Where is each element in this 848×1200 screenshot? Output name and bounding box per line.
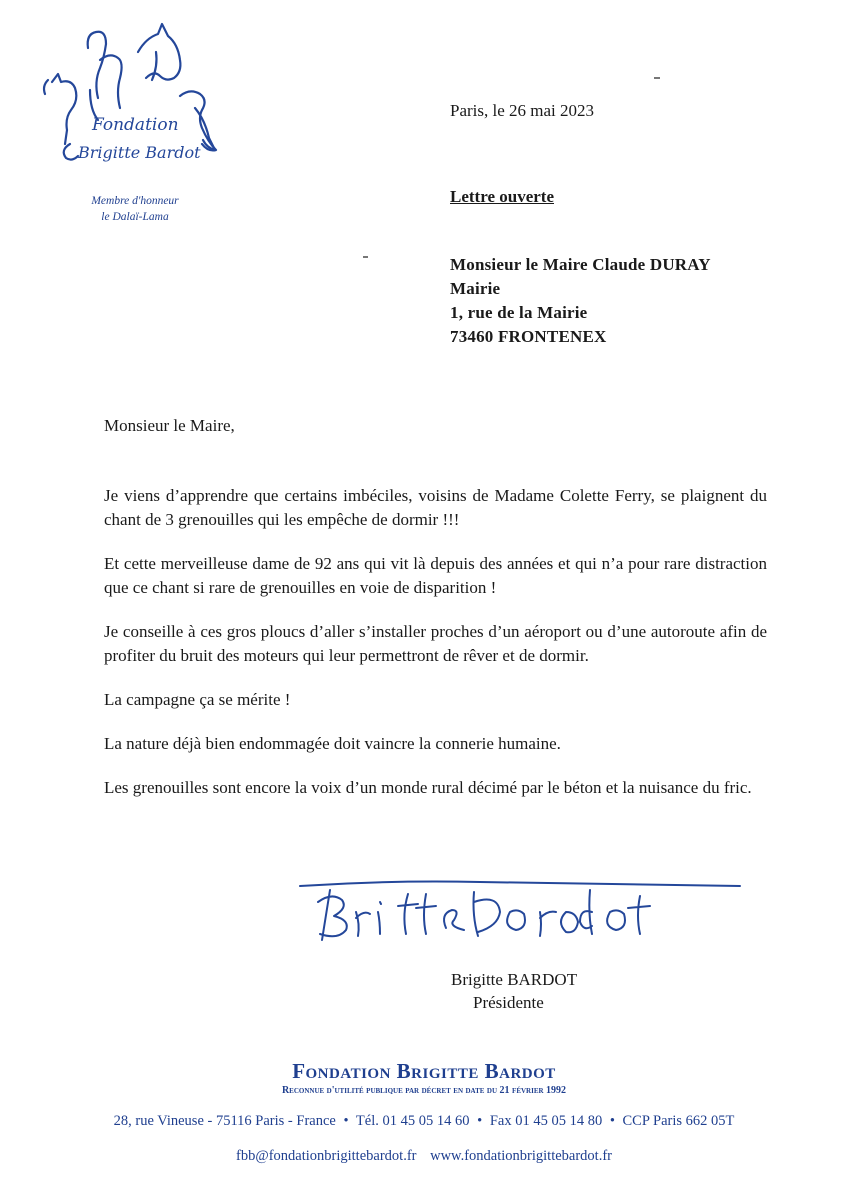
letter-date: Paris, le 26 mai 2023 xyxy=(450,101,595,120)
honour-line-2: le Dalaï-Lama xyxy=(101,211,169,223)
scan-speck xyxy=(654,77,660,79)
footer-email[interactable]: fbb@fondationbrigittebardot.fr xyxy=(236,1148,417,1164)
signer-role: Présidente xyxy=(473,993,544,1012)
letterhead-footer xyxy=(0,1058,848,1166)
salutation: Monsieur le Maire, xyxy=(104,416,235,435)
footer-recognition: Reconnue d'utilité publique par décret en date du 21 février 1992 xyxy=(281,1085,567,1096)
recipient-line-2: Mairie xyxy=(450,279,501,298)
footer-tel: Tél. 01 45 05 14 60 xyxy=(355,1113,470,1129)
footer-address: 28, rue Vineuse - 75116 Paris - France xyxy=(113,1113,336,1129)
bullet-separator: • xyxy=(609,1113,615,1129)
honour-line-1: Membre d'honneur xyxy=(91,195,179,207)
bullet-separator: • xyxy=(477,1113,483,1129)
footer-fax: Fax 01 45 05 14 80 xyxy=(489,1113,603,1129)
paragraph: Je conseille à ces gros ploucs d’aller s’installer proches d’un aéroport ou d’une autoroute afin de profiter du bruit des moteurs qui leur permettront de rêver et de dormir. xyxy=(104,622,767,665)
logo-text-brigitte-bardot: Brigitte Bardot xyxy=(78,143,201,162)
logo-text-fondation: Fondation xyxy=(92,115,179,135)
paragraph: Je viens d’apprendre que certains imbéciles, voisins de Madame Colette Ferry, se plaignent du chant de 3 grenouilles qui les empêche de dormir !!! xyxy=(104,486,767,529)
paragraph: Et cette merveilleuse dame de 92 ans qui vit là depuis des années et qui n’a pour rare distraction que ce chant si rare de grenouilles en voie de disparition ! xyxy=(104,554,767,597)
foundation-logo xyxy=(30,20,240,180)
recipient-address xyxy=(450,253,711,349)
footer-contact-line xyxy=(0,1111,848,1131)
paragraph: La nature déjà bien endommagée doit vaincre la connerie humaine. xyxy=(104,734,561,753)
recipient-line-4: 73460 FRONTENEX xyxy=(450,327,607,346)
footer-website[interactable]: www.fondationbrigittebardot.fr xyxy=(430,1148,612,1164)
paragraph: La campagne ça se mérite ! xyxy=(104,690,291,709)
footer-web-line xyxy=(0,1146,848,1166)
footer-ccp: CCP Paris 662 05T xyxy=(622,1113,735,1129)
paragraph: Les grenouilles sont encore la voix d’un monde rural décimé par le béton et la nuisance du fric. xyxy=(104,778,752,797)
signer-name: Brigitte BARDOT xyxy=(451,970,578,989)
recipient-line-1: Monsieur le Maire Claude DURAY xyxy=(450,255,711,274)
handwritten-signature xyxy=(290,872,750,952)
footer-org-name: Fondation Brigitte Bardot xyxy=(292,1059,556,1083)
scan-speck xyxy=(363,256,368,258)
bullet-separator: • xyxy=(343,1113,349,1129)
letter-type: Lettre ouverte xyxy=(450,187,554,206)
letter-body xyxy=(104,484,767,820)
recipient-line-3: 1, rue de la Mairie xyxy=(450,303,588,322)
signer-block xyxy=(451,968,577,1014)
honorary-member xyxy=(60,193,210,225)
